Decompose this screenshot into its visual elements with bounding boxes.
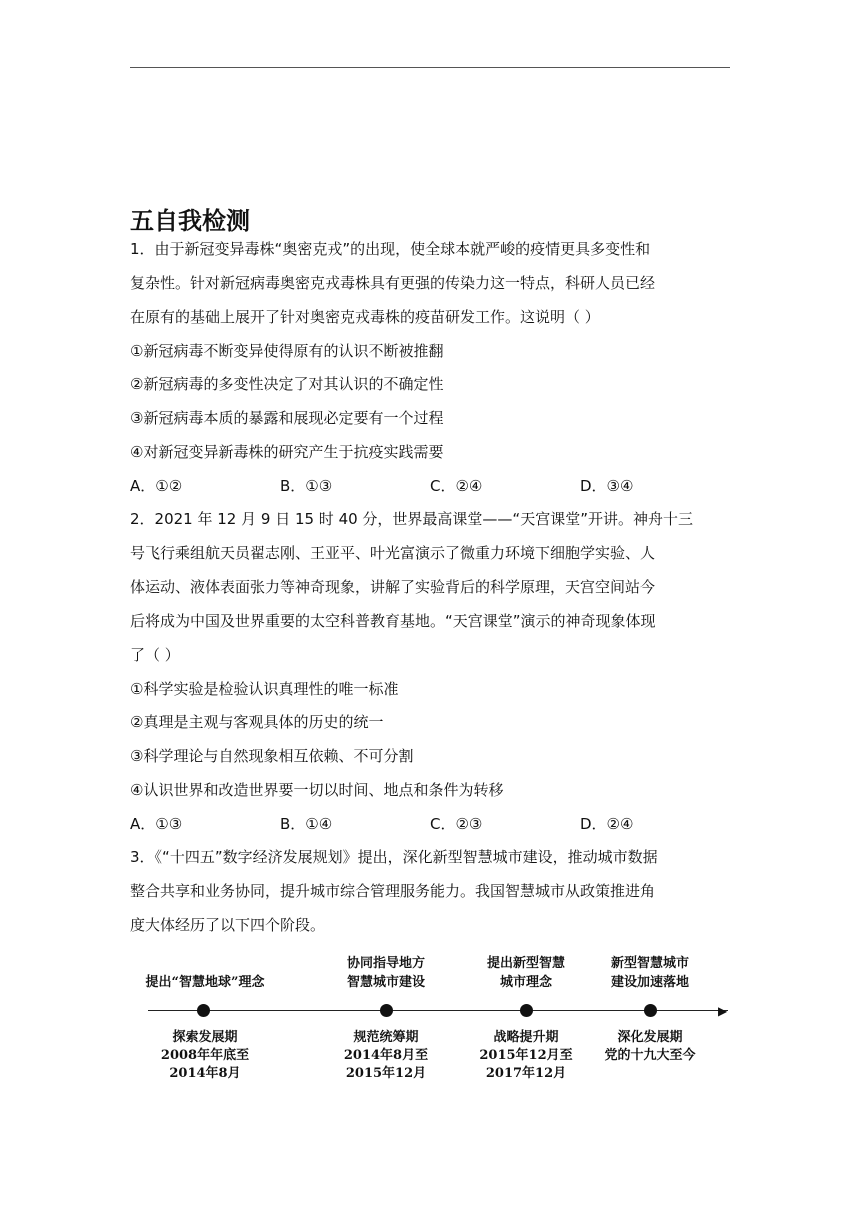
q2-statement: ①科学实验是检验认识真理性的唯一标准 (130, 680, 399, 698)
timeline-stage-3-event-line: 提出新型智慧 (486, 956, 565, 971)
timeline-stage-1-end: 2014年8月 (169, 1066, 241, 1081)
section-title: 五自我检测 (130, 207, 250, 235)
timeline-stage-1-event (130, 973, 280, 992)
timeline-stage-2-period (311, 1029, 461, 1083)
q2-stem-line: 号飞行乘组航天员翟志刚、王亚平、叶光富演示了微重力环境下细胞学实验、人 (130, 544, 656, 562)
q1-stem-line: 复杂性。针对新冠病毒奥密克戎毒株具有更强的传染力这一特点，科研人员已经 (130, 274, 656, 292)
timeline-stage-4-dot (644, 1004, 657, 1017)
timeline-stage-1-dot (197, 1004, 210, 1017)
timeline-stage-1-event-line: 提出“智慧地球”理念 (145, 975, 265, 990)
q3-stem-line: 度大体经历了以下四个阶段。 (130, 916, 326, 934)
timeline-stage-2-name: 规范统筹期 (353, 1030, 419, 1045)
q2-stem-line: 体运动、液体表面张力等神奇现象，讲解了实验背后的科学原理，天宫空间站今 (130, 578, 656, 596)
q1-options (130, 476, 730, 496)
q1-statement: ③新冠病毒本质的暴露和展现必定要有一个过程 (130, 409, 444, 427)
timeline-axis (148, 1010, 728, 1011)
q2-option-b[interactable]: B．①④ (280, 815, 333, 833)
timeline-stage-4-period (575, 1029, 725, 1065)
q2-options (130, 814, 730, 834)
q2-statement: ②真理是主观与客观具体的历史的统一 (130, 713, 384, 731)
q3-stem-line: 整合共享和业务协同，提升城市综合管理服务能力。我国智慧城市从政策推进角 (130, 882, 656, 900)
timeline-stage-3-end: 2017年12月 (485, 1066, 567, 1081)
timeline-stage-4-name: 深化发展期 (617, 1030, 683, 1045)
q2-option-a[interactable]: A．①③ (130, 815, 183, 833)
timeline-stage-2-event (311, 954, 461, 992)
timeline-stage-3-start: 2015年12月至 (479, 1048, 573, 1063)
timeline-stage-1-name: 探索发展期 (172, 1030, 238, 1045)
q2-option-d[interactable]: D．②④ (580, 815, 634, 833)
timeline-stage-3-dot (520, 1004, 533, 1017)
timeline-stage-3-name: 战略提升期 (493, 1030, 559, 1045)
q1-stem-line: 在原有的基础上展开了针对奥密克戎毒株的疫苗研发工作。这说明（ ） (130, 308, 600, 326)
q2-option-c[interactable]: C．②③ (430, 815, 483, 833)
q1-option-a[interactable]: A．①② (130, 477, 183, 495)
q1-option-d[interactable]: D．③④ (580, 477, 634, 495)
timeline-stage-1-start: 2008年年底至 (160, 1048, 250, 1063)
timeline-stage-2-dot (380, 1004, 393, 1017)
q3-stem-line: 3．《“十四五”数字经济发展规划》提出，深化新型智慧城市建设，推动城市数据 (130, 848, 658, 866)
q1-option-c[interactable]: C．②④ (430, 477, 483, 495)
timeline-stage-4-start: 党的十九大至今 (604, 1048, 696, 1063)
timeline-stage-2-end: 2015年12月 (345, 1066, 427, 1081)
q2-stem-line: 后将成为中国及世界重要的太空科普教育基地。“天宫课堂”演示的神奇现象体现 (130, 612, 656, 630)
header-rule (130, 67, 730, 68)
q1-statement: ①新冠病毒不断变异使得原有的认识不断被推翻 (130, 342, 444, 360)
timeline-stage-1-period (130, 1029, 280, 1083)
q2-stem-line: 了（ ） (130, 646, 180, 664)
q2-statement: ③科学理论与自然现象相互依赖、不可分割 (130, 747, 414, 765)
q1-statement: ④对新冠变异新毒株的研究产生于抗疫实践需要 (130, 443, 444, 461)
timeline-stage-2-event-line: 协同指导地方 (346, 956, 425, 971)
timeline-arrow-icon: ▶ (718, 1004, 728, 1018)
timeline-stage-4-event (575, 954, 725, 992)
timeline-stage-2-start: 2014年8月至 (343, 1048, 429, 1063)
q2-statement: ④认识世界和改造世界要一切以时间、地点和条件为转移 (130, 781, 504, 799)
q1-option-b[interactable]: B．①③ (280, 477, 333, 495)
q2-stem-line: 2．2021 年 12 月 9 日 15 时 40 分，世界最高课堂——“天宫课堂”开讲。神舟十三 (130, 510, 693, 528)
timeline-stage-3-event-line: 城市理念 (499, 975, 552, 990)
q1-statement: ②新冠病毒的多变性决定了对其认识的不确定性 (130, 375, 444, 393)
timeline-stage-4-event-line: 建设加速落地 (610, 975, 689, 990)
timeline-stage-2-event-line: 智慧城市建设 (346, 975, 425, 990)
q1-stem-line: 1．由于新冠变异毒株“奥密克戎”的出现，使全球本就严峻的疫情更具多变性和 (130, 240, 651, 258)
timeline-stage-4-event-line: 新型智慧城市 (610, 956, 689, 971)
timeline-figure (130, 948, 730, 1098)
